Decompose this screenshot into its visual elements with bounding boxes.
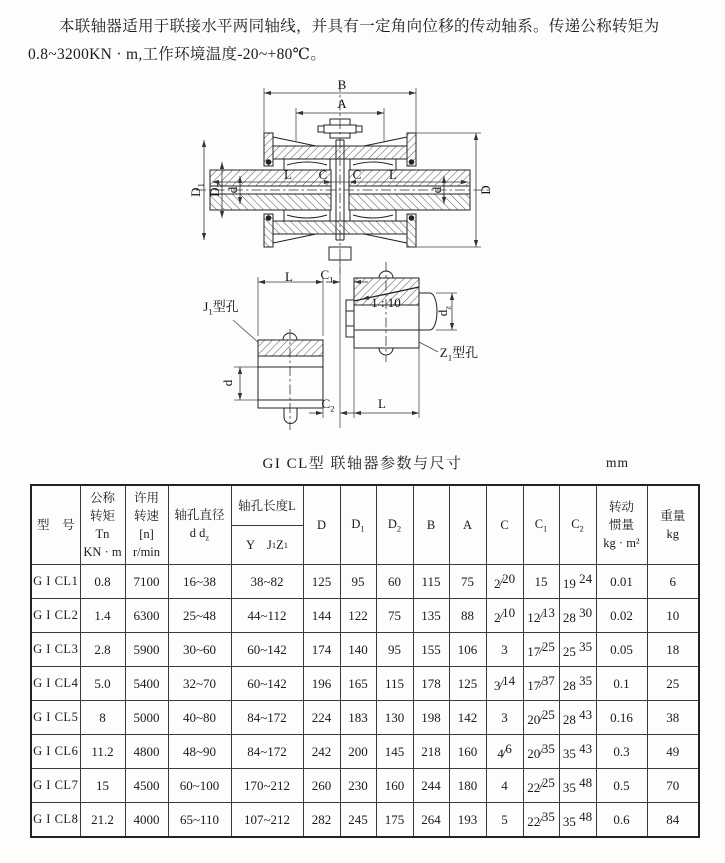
dim-label-dz: $d_z$	[435, 305, 453, 317]
cell-value: 130	[376, 701, 413, 735]
cell-value: 198	[413, 701, 449, 735]
cell-value: 175	[376, 803, 413, 838]
cell-value: 25 35	[559, 633, 596, 667]
cell-value: 0.1	[596, 667, 647, 701]
cell-value: 48~90	[168, 735, 231, 769]
table-row	[31, 735, 699, 769]
cell-value: 3	[486, 701, 523, 735]
cell-value: 160	[376, 769, 413, 803]
cell-value: 35 48	[559, 769, 596, 803]
cell-value: 218	[413, 735, 449, 769]
table-row	[31, 633, 699, 667]
cell-value: 282	[303, 803, 340, 838]
cell-value: 260	[303, 769, 340, 803]
header-speed: 许用 转速 [n] r/min	[125, 485, 168, 565]
cell-value: 107~212	[231, 803, 303, 838]
z1-hub	[346, 262, 437, 362]
header-model: 型 号	[31, 485, 80, 565]
cell-value: 3/14	[486, 667, 523, 701]
header-B: B	[413, 485, 449, 565]
parameters-table	[30, 484, 700, 838]
cell-value: 1.4	[80, 599, 125, 633]
table-body	[31, 565, 699, 838]
dim-label-D1: $D_1$	[188, 183, 206, 198]
dim-label-D2: $D_2$	[207, 183, 225, 198]
cell-value: 0.3	[596, 735, 647, 769]
header-D2: $D_2$	[376, 485, 413, 565]
cell-value: 144	[303, 599, 340, 633]
cell-value: 40~80	[168, 701, 231, 735]
cell-value: 230	[340, 769, 376, 803]
cell-model: G I CL3	[31, 633, 80, 667]
header-bore-length-title: 轴孔长度L	[232, 486, 303, 526]
cell-value: 70	[647, 769, 699, 803]
table-row	[31, 769, 699, 803]
dim-label-C-right: C	[352, 167, 362, 183]
cell-value: 140	[340, 633, 376, 667]
cell-value: 60~100	[168, 769, 231, 803]
unit-label: mm	[605, 455, 629, 471]
header-bore-length	[231, 485, 303, 565]
coupling-drawing	[0, 72, 725, 450]
cell-value: 38~82	[231, 565, 303, 599]
cell-value: 21.2	[80, 803, 125, 838]
table-row	[31, 701, 699, 735]
cell-value: 35 48	[559, 803, 596, 838]
cell-model: G I CL7	[31, 769, 80, 803]
cell-value: 8	[80, 701, 125, 735]
cell-value: 0.16	[596, 701, 647, 735]
cell-model: G I CL4	[31, 667, 80, 701]
cell-value: 244	[413, 769, 449, 803]
header-bore-diameter: 轴孔直径 d $d_z$	[168, 485, 231, 565]
cell-value: 135	[413, 599, 449, 633]
cell-value: 125	[449, 667, 486, 701]
dim-label-C2: $C_2$	[321, 396, 335, 414]
cell-value: 5400	[125, 667, 168, 701]
cell-value: 0.8	[80, 565, 125, 599]
cell-value: 2/20	[486, 565, 523, 599]
cell-value: 174	[303, 633, 340, 667]
cell-value: 5.0	[80, 667, 125, 701]
table-header	[31, 485, 699, 565]
header-D: D	[303, 485, 340, 565]
header-weight: 重量 kg	[647, 485, 699, 565]
cell-value: 65~110	[168, 803, 231, 838]
cell-value: 60~142	[231, 633, 303, 667]
cell-value: 0.01	[596, 565, 647, 599]
cell-value: 44~112	[231, 599, 303, 633]
cell-model: G I CL5	[31, 701, 80, 735]
cell-value: 95	[376, 633, 413, 667]
cell-value: 2.8	[80, 633, 125, 667]
dim-label-L-left: L	[284, 167, 292, 183]
dim-label-L-hub-bottom: L	[378, 396, 386, 412]
cell-value: 142	[449, 701, 486, 735]
table-title: GI CL型 联轴器参数与尺寸	[262, 456, 463, 473]
cell-value: 25	[647, 667, 699, 701]
header-D1: $D_1$	[340, 485, 376, 565]
dim-label-L-right: L	[389, 167, 397, 183]
coupling-drawing-svg	[0, 72, 725, 450]
cell-value: 200	[340, 735, 376, 769]
cell-value: 125	[303, 565, 340, 599]
cell-value: 0.05	[596, 633, 647, 667]
cell-value: 4800	[125, 735, 168, 769]
cell-value: 115	[376, 667, 413, 701]
cell-model: G I CL1	[31, 565, 80, 599]
header-C: C	[486, 485, 523, 565]
cell-value: 6300	[125, 599, 168, 633]
label-taper-ratio: 1 : 10	[371, 295, 401, 311]
dim-label-d-right: d	[429, 186, 444, 194]
cell-value: 4500	[125, 769, 168, 803]
j1-leader-line	[233, 320, 259, 343]
cell-value: 178	[413, 667, 449, 701]
cell-value: 84	[647, 803, 699, 838]
cell-value: 4000	[125, 803, 168, 838]
j1-hub	[258, 329, 323, 430]
header-C1: $C_1$	[523, 485, 559, 565]
cell-value: 145	[376, 735, 413, 769]
table-row	[31, 803, 699, 838]
dim-label-C1: $C_1$	[320, 267, 334, 285]
cell-value: 5900	[125, 633, 168, 667]
cell-value: 88	[449, 599, 486, 633]
cell-value: 20/25	[523, 701, 559, 735]
cell-value: 2/10	[486, 599, 523, 633]
cell-value: 17/25	[523, 633, 559, 667]
dim-label-B: B	[337, 77, 347, 93]
cell-value: 11.2	[80, 735, 125, 769]
label-J1-hole: $J_1$型孔	[203, 299, 239, 317]
cell-value: 193	[449, 803, 486, 838]
cell-value: 0.5	[596, 769, 647, 803]
cell-value: 106	[449, 633, 486, 667]
cell-value: 122	[340, 599, 376, 633]
cell-value: 5000	[125, 701, 168, 735]
table-row	[31, 565, 699, 599]
dim-label-D: D	[478, 185, 493, 195]
cell-value: 28 35	[559, 667, 596, 701]
cell-value: 245	[340, 803, 376, 838]
cell-value: 4	[486, 769, 523, 803]
cell-value: 115	[413, 565, 449, 599]
dim-label-L-hub-top: L	[285, 269, 293, 285]
header-bore-length-types: Y J 1 Z 1	[245, 538, 289, 553]
cell-value: 5	[486, 803, 523, 838]
cell-value: 264	[413, 803, 449, 838]
cell-model: G I CL6	[31, 735, 80, 769]
cell-value: 84~172	[231, 701, 303, 735]
cell-value: 4/6	[486, 735, 523, 769]
cell-value: 60	[376, 565, 413, 599]
cell-value: 12/13	[523, 599, 559, 633]
cell-model: G I CL8	[31, 803, 80, 838]
header-A: A	[449, 485, 486, 565]
cell-value: 180	[449, 769, 486, 803]
cell-value: 17/37	[523, 667, 559, 701]
cell-value: 95	[340, 565, 376, 599]
cell-value: 38	[647, 701, 699, 735]
cell-value: 7100	[125, 565, 168, 599]
table-title-bar	[0, 452, 725, 480]
intro-paragraph: 本联轴器适用于联接水平两同轴线，并具有一定角向位移的传动轴系。传递公称转矩为0.8~3200KN · m,工作环境温度-20~+80℃。	[28, 18, 660, 63]
cell-value: 22/25	[523, 769, 559, 803]
cell-value: 15	[523, 565, 559, 599]
table-row	[31, 667, 699, 701]
dim-label-d-left: d	[225, 186, 240, 194]
cell-value: 28 43	[559, 701, 596, 735]
cell-value: 20/35	[523, 735, 559, 769]
cell-value: 75	[449, 565, 486, 599]
cell-value: 75	[376, 599, 413, 633]
cell-value: 170~212	[231, 769, 303, 803]
cell-value: 6	[647, 565, 699, 599]
dim-label-C-left: C	[318, 167, 328, 183]
cell-value: 25~48	[168, 599, 231, 633]
cell-value: 224	[303, 701, 340, 735]
cell-value: 0.6	[596, 803, 647, 838]
cell-value: 18	[647, 633, 699, 667]
cell-value: 35 43	[559, 735, 596, 769]
cell-value: 30~60	[168, 633, 231, 667]
cell-value: 242	[303, 735, 340, 769]
cell-value: 22/35	[523, 803, 559, 838]
cell-value: 15	[80, 769, 125, 803]
cell-value: 10	[647, 599, 699, 633]
header-inertia: 转动 惯量 kg · m²	[596, 485, 647, 565]
header-torque: 公称 转矩 Tn KN · m	[80, 485, 125, 565]
cell-value: 155	[413, 633, 449, 667]
catalog-page	[0, 13, 725, 863]
header-C2: $C_2$	[559, 485, 596, 565]
cell-value: 160	[449, 735, 486, 769]
cell-value: 19 24	[559, 565, 596, 599]
cell-value: 196	[303, 667, 340, 701]
cell-value: 3	[486, 633, 523, 667]
dim-label-A: A	[337, 96, 347, 112]
cell-value: 0.02	[596, 599, 647, 633]
cell-value: 49	[647, 735, 699, 769]
table-row	[31, 599, 699, 633]
cell-value: 16~38	[168, 565, 231, 599]
cell-value: 32~70	[168, 667, 231, 701]
cell-model: G I CL2	[31, 599, 80, 633]
cell-value: 165	[340, 667, 376, 701]
cell-value: 28 30	[559, 599, 596, 633]
dim-label-d-hub: d	[220, 379, 235, 387]
cell-value: 60~142	[231, 667, 303, 701]
label-Z1-hole: $Z_1$型孔	[439, 345, 479, 363]
cell-value: 183	[340, 701, 376, 735]
cell-value: 84~172	[231, 735, 303, 769]
